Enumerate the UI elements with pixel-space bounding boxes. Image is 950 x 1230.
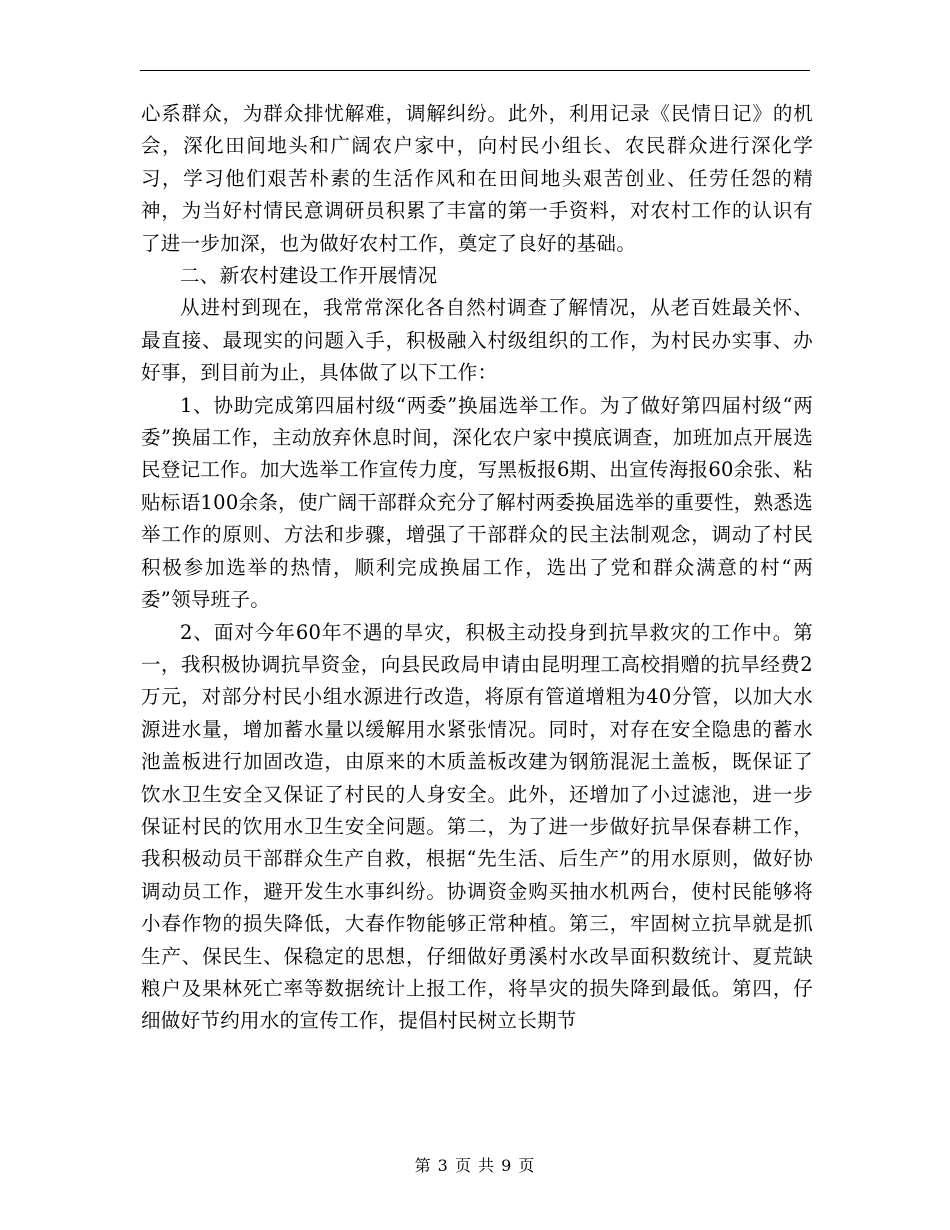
document-body	[141, 98, 813, 1038]
header-rule	[140, 70, 810, 71]
section-heading: 二、新农村建设工作开展情况	[180, 264, 438, 288]
paragraph-continuation: 心系群众，为群众排忧解难，调解纠纷。此外，利用记录《民情日记》的机会，深化田间地头和广阔农户家中，向村民小组长、农民群众进行深化学习，学习他们艰苦朴素的生活作风和在田间地头艰苦创业、任劳任怨的精神，为当好村情民意调研员积累了丰富的第一手资料，对农村工作的认识有了进一步加深，也为做好农村工作，奠定了良好的基础。	[141, 102, 813, 255]
paragraph-intro: 从进村到现在，我常常深化各自然村调查了解情况，从老百姓最关怀、最直接、最现实的问题入手，积极融入村级组织的工作，为村民办实事、办好事，到目前为止，具体做了以下工作：	[141, 296, 813, 385]
paragraph-item-2: 2、面对今年60年不遇的旱灾，积极主动投身到抗旱救灾的工作中。第一，我积极协调抗旱资金，向县民政局申请由昆明理工高校捐赠的抗旱经费2万元，对部分村民小组水源进行改造，将原有管道增粗为40分管，以加大水源进水量，增加蓄水量以缓解用水紧张情况。同时，对存在安全隐患的蓄水池盖板进行加固改造，由原来的木质盖板改建为钢筋混泥土盖板，既保证了饮水卫生安全又保证了村民的人身安全。此外，还增加了小过滤池，进一步保证村民的饮用水卫生安全问题。第二，为了进一步做好抗旱保春耕工作，我积极动员干部群众生产自救，根据“先生活、后生产”的用水原则，做好协调动员工作，避开发生水事纠纷。协调资金购买抽水机两台，使村民能够将小春作物的损失降低，大春作物能够正常种植。第三，牢固树立抗旱就是抓生产、保民生、保稳定的思想，仔细做好勇溪村水改旱面积数统计、夏荒缺粮户及果林死亡率等数据统计上报工作，将旱灾的损失降到最低。第四，仔细做好节约用水的宣传工作，提倡村民树立长期节	[141, 620, 813, 1033]
page-number-footer: 第 3 页 共 9 页	[414, 1156, 536, 1175]
paragraph-item-1: 1、协助完成第四届村级“两委”换届选举工作。为了做好第四届村级“两委”换届工作，主动放弃休息时间，深化农户家中摸底调查，加班加点开展选民登记工作。加大选举工作宣传力度，写黑板报6期、出宣传海报60余张、粘贴标语100余条，使广阔干部群众充分了解村两委换届选举的重要性，熟悉选举工作的原则、方法和步骤，增强了干部群众的民主法制观念，调动了村民积极参加选举的热情，顺利完成换届工作，选出了党和群众满意的村“两委”领导班子。	[141, 393, 813, 612]
